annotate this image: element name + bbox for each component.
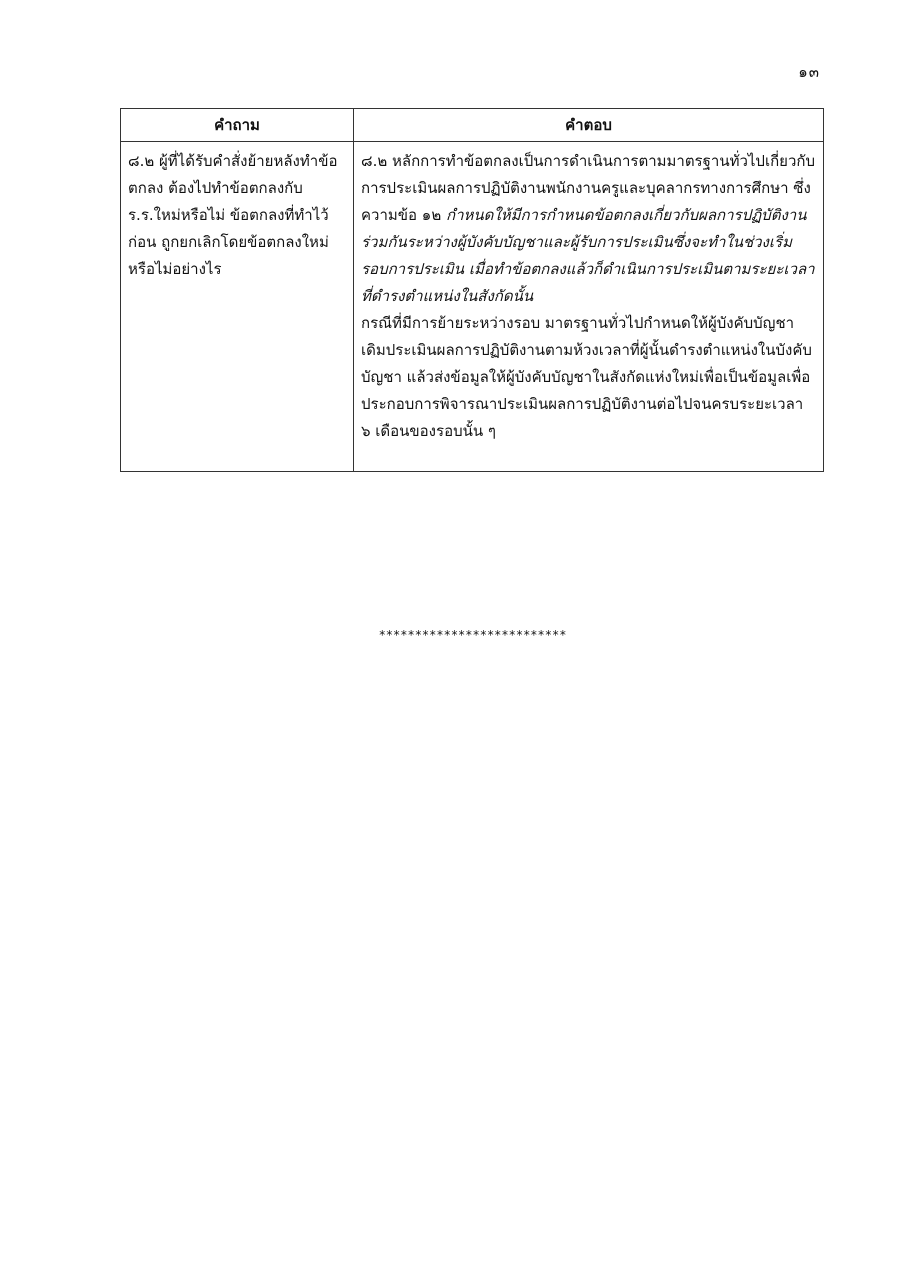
answer-header: คำตอบ — [354, 109, 824, 142]
page-number: ๑๓ — [798, 63, 820, 81]
qa-table — [120, 108, 824, 472]
question-header: คำถาม — [121, 109, 354, 142]
answer-italic-text: กำหนดให้มีการกำหนดข้อตกลงเกี่ยวกับผลการปฏิบัติงานร่วมกันระหว่างผู้บังคับบัญชาและผู้รับการประเมินซึ่งจะทำในช่วงเริ่มรอบการประเมิน เมื่อทำข้อตกลงแล้วก็ดำเนินการประเมินตามระยะเวลาที่ดำรงตำแหน่งในสังกัดนั้น — [361, 206, 815, 305]
answer-intro-text: ๘.๒ หลักการทำข้อตกลงเป็นการดำเนินการตามมาตรฐานทั่วไปเกี่ยวกับการประเมินผลการปฏิบัติงานพนักงานครูและบุคลากรทางการศึกษา ซึ่งความข้อ ๑๒ — [361, 152, 815, 224]
table-header-row — [121, 109, 824, 142]
divider-stars: ************************** — [378, 628, 567, 642]
table-row — [121, 142, 824, 472]
answer-paragraph-2: กรณีที่มีการย้ายระหว่างรอบ มาตรฐานทั่วไปกำหนดให้ผู้บังคับบัญชาเดิมประเมินผลการปฏิบัติงานตามห้วงเวลาที่ผู้นั้นดำรงตำแหน่งในบังคับบัญชา แล้วส่งข้อมูลให้ผู้บังคับบัญชาในสังกัดแห่งใหม่เพื่อเป็นข้อมูลเพื่อประกอบการพิจารณาประเมินผลการปฏิบัติงานต่อไปจนครบระยะเวลา ๖ เดือนของรอบนั้น ๆ — [361, 314, 812, 440]
answer-paragraph-1 — [361, 148, 816, 310]
question-cell: ๘.๒ ผู้ที่ได้รับคำสั่งย้ายหลังทำข้อตกลง ต้องไปทำข้อตกลงกับ ร.ร.ใหม่หรือไม่ ข้อตกลงที่ทำไว้ก่อน ถูกยกเลิกโดยข้อตกลงใหม่หรือไม่อย่างไร — [121, 142, 354, 472]
answer-cell — [354, 142, 824, 472]
